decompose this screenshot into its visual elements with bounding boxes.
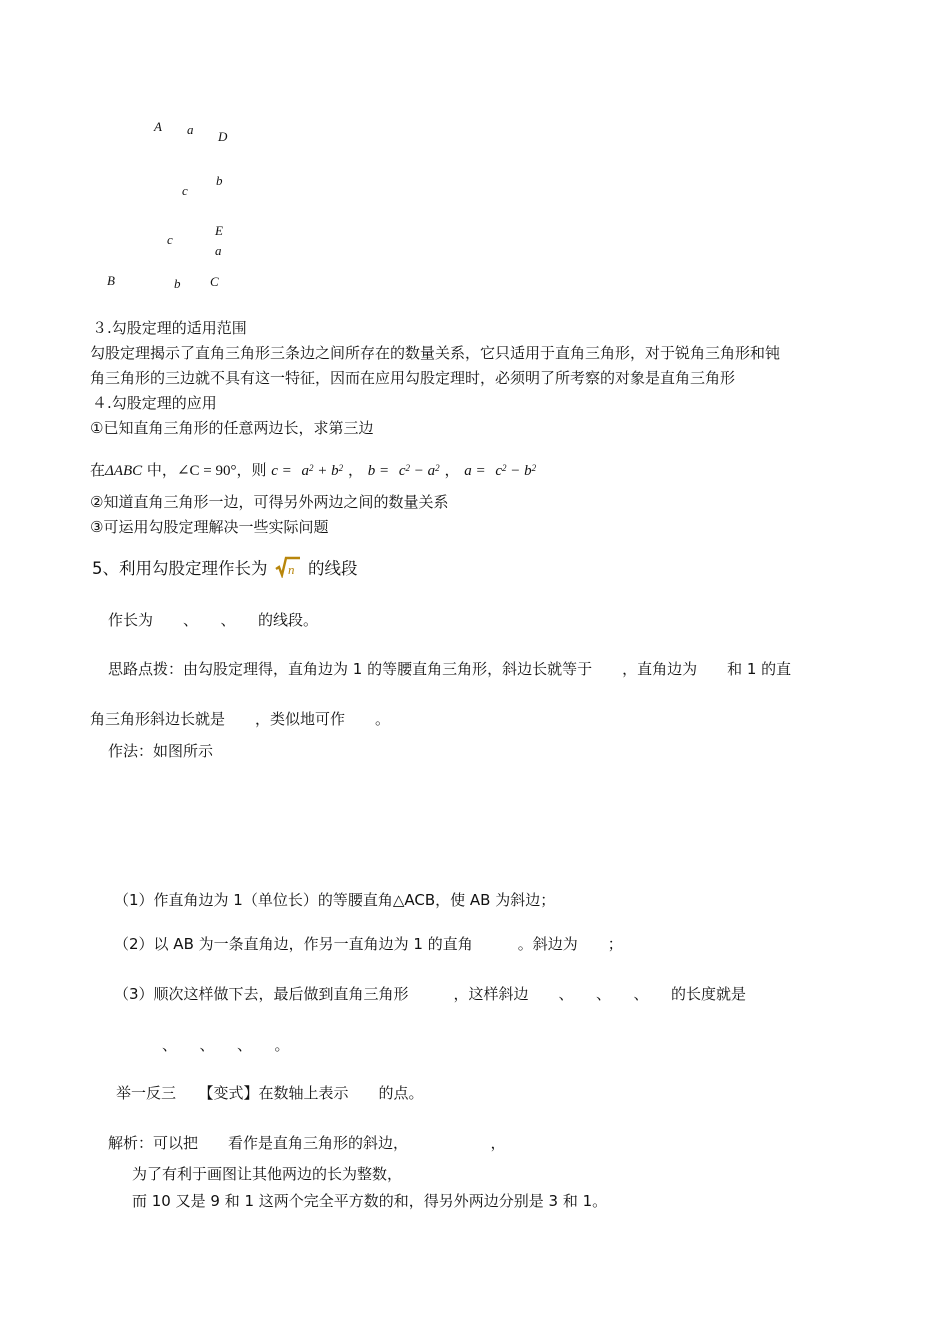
section3-title: ３.勾股定理的适用范围	[92, 319, 247, 337]
label-c-low: c	[167, 232, 173, 247]
formula-then: ，则	[236, 461, 267, 479]
section5-title-before: 5、利用勾股定理作长为	[92, 559, 268, 578]
formula-prefix: 在	[90, 461, 106, 479]
formula-a-eq: a =	[464, 463, 490, 479]
label-b-bottom: b	[174, 276, 181, 291]
section4-item2: ②知道直角三角形一边，可得另外两边之间的数量关系	[90, 493, 449, 511]
section5-hint-line2: 角三角形斜边长就是 ，类似地可作 。	[90, 710, 391, 728]
formula-mid: 中，	[142, 461, 177, 479]
section3-text-line2: 角三角形的三边就不具有这一特征，因而在应用勾股定理时，必须明了所考察的对象是直角三角形	[90, 369, 736, 387]
label-C: C	[210, 274, 219, 289]
label-E: E	[215, 223, 223, 238]
section5-task: 作长为 、 、 的线段。	[108, 611, 319, 629]
svg-text:n: n	[287, 562, 295, 577]
label-B: B	[107, 273, 115, 288]
variant-analysis3: 而 10 又是 9 和 1 这两个完全平方数的和，得另外两边分别是 3 和 1。	[132, 1192, 608, 1210]
formula-a-expr: $c^2 - b^2$	[495, 463, 537, 479]
section3-text-line1: 勾股定理揭示了直角三角形三条边之间所存在的数量关系，它只适用于直角三角形，对于锐角三角形和钝	[90, 344, 781, 362]
formula-sep1: ，	[347, 461, 363, 479]
variant-line: 举一反三 【变式】在数轴上表示 的点。	[116, 1084, 424, 1102]
formula-c-expr: $a^2 + b^2$	[301, 463, 344, 479]
label-a-low: a	[215, 243, 222, 258]
section5-step1: （1）作直角边为 1（单位长）的等腰直角△ACB，使 AB 为斜边；	[114, 891, 556, 909]
section5-hint-line1: 思路点拨：由勾股定理得，直角边为 1 的等腰直角三角形，斜边长就等于 ，直角边为 和 1 的直	[108, 660, 792, 678]
section5-title-after: 的线段	[308, 559, 358, 578]
formula-c-eq: c =	[271, 463, 296, 479]
section4-item3: ③可运用勾股定理解决一些实际问题	[90, 518, 329, 536]
label-b-mid: b	[216, 173, 223, 188]
section5-step3b: 、 、 、 。	[162, 1036, 290, 1054]
pythagoras-formula	[90, 456, 536, 483]
formula-b-eq: b =	[367, 463, 393, 479]
label-a-top: a	[187, 122, 194, 137]
section4-item1: ①已知直角三角形的任意两边长，求第三边	[90, 419, 374, 437]
variant-analysis2: 为了有利于画图让其他两边的长为整数，	[132, 1165, 403, 1183]
section5-title	[92, 556, 358, 585]
label-A: A	[154, 119, 162, 134]
section5-step3: （3）顺次这样做下去，最后做到直角三角形 ，这样斜边 、 、 、 的长度就是	[114, 985, 747, 1003]
variant-analysis1: 解析：可以把 看作是直角三角形的斜边， ，	[108, 1134, 506, 1152]
formula-angle: ∠C = 90°	[176, 463, 237, 479]
label-D: D	[218, 129, 228, 144]
section5-step2: （2）以 AB 为一条直角边，作另一直角边为 1 的直角 。斜边为 ；	[114, 935, 623, 953]
formula-sep2: ，	[444, 461, 460, 479]
sqrt-n-icon	[275, 556, 301, 585]
formula-b-expr: $c^2 - a^2$	[398, 463, 440, 479]
section4-title: ４.勾股定理的应用	[92, 394, 217, 412]
formula-triangle: ΔABC	[105, 463, 143, 479]
label-c-mid: c	[182, 183, 188, 198]
section5-method: 作法：如图所示	[108, 742, 214, 760]
